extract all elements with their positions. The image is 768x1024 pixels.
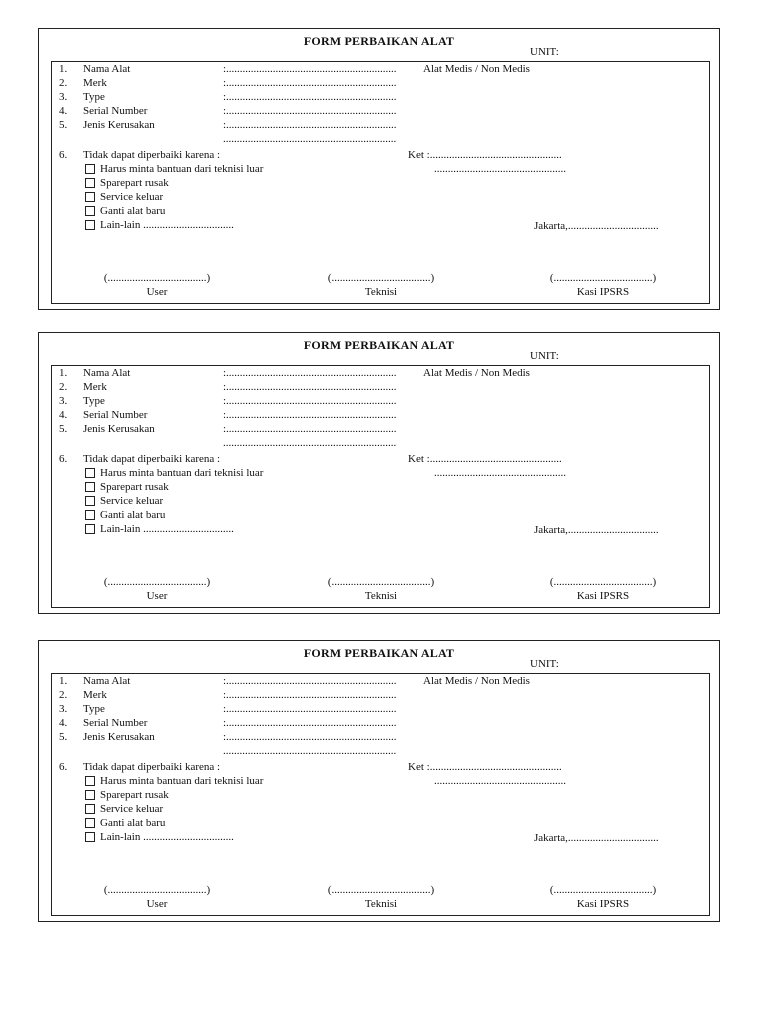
checkbox[interactable] (85, 468, 95, 478)
form-body (51, 61, 710, 304)
field-dots-extra[interactable]: ............................................................... (223, 133, 397, 145)
form-title: FORM PERBAIKAN ALAT (303, 646, 455, 660)
signature-blank[interactable]: (....................................) (103, 576, 211, 588)
checkbox[interactable] (85, 818, 95, 828)
signature-role: Kasi IPSRS (576, 898, 630, 910)
field-number: 2. (59, 689, 68, 701)
field-number: 5. (59, 119, 68, 131)
alat-type-option[interactable]: Alat Medis / Non Medis (423, 63, 530, 75)
field-label: Serial Number (83, 717, 148, 729)
checkbox-label: Sparepart rusak (100, 481, 169, 493)
ket-field[interactable]: Ket :................................................ (408, 453, 562, 465)
signature-blank[interactable]: (....................................) (327, 576, 435, 588)
checkbox-label: Harus minta bantuan dari teknisi luar (100, 467, 264, 479)
checkbox[interactable] (85, 164, 95, 174)
unit-label[interactable]: UNIT: (530, 658, 559, 670)
field-label: Merk (83, 77, 107, 89)
repair-form-1 (38, 28, 720, 310)
field-dots[interactable]: :.............................................................. (223, 675, 397, 687)
signature-role: Teknisi (364, 286, 398, 298)
field-dots[interactable]: :.............................................................. (223, 409, 397, 421)
field-number: 1. (59, 675, 68, 687)
signature-blank[interactable]: (....................................) (549, 884, 657, 896)
checkbox-label: Lain-lain ................................. (100, 219, 234, 231)
alat-type-option[interactable]: Alat Medis / Non Medis (423, 367, 530, 379)
checkbox[interactable] (85, 776, 95, 786)
ket-dots[interactable]: ................................................ (434, 163, 566, 175)
signature-role: User (146, 286, 168, 298)
item6-label: Tidak dapat diperbaiki karena : (83, 453, 221, 465)
signature-role: Teknisi (364, 898, 398, 910)
checkbox[interactable] (85, 790, 95, 800)
repair-form-3 (38, 640, 720, 922)
field-label: Jenis Kerusakan (83, 731, 155, 743)
checkbox-label: Harus minta bantuan dari teknisi luar (100, 163, 264, 175)
checkbox[interactable] (85, 482, 95, 492)
item6-label: Tidak dapat diperbaiki karena : (83, 149, 221, 161)
field-dots[interactable]: :.............................................................. (223, 689, 397, 701)
jakarta-date[interactable]: Jakarta,................................. (534, 220, 659, 232)
signature-blank[interactable]: (....................................) (103, 884, 211, 896)
checkbox[interactable] (85, 178, 95, 188)
field-dots[interactable]: :.............................................................. (223, 381, 397, 393)
field-label: Nama Alat (83, 367, 131, 379)
field-dots-extra[interactable]: ............................................................... (223, 437, 397, 449)
field-dots[interactable]: :.............................................................. (223, 63, 397, 75)
ket-dots[interactable]: ................................................ (434, 467, 566, 479)
unit-label[interactable]: UNIT: (530, 350, 559, 362)
field-number: 4. (59, 409, 68, 421)
field-dots[interactable]: :.............................................................. (223, 119, 397, 131)
signature-role: User (146, 898, 168, 910)
field-label: Nama Alat (83, 63, 131, 75)
checkbox[interactable] (85, 496, 95, 506)
field-dots-extra[interactable]: ............................................................... (223, 745, 397, 757)
field-number: 4. (59, 717, 68, 729)
signature-blank[interactable]: (....................................) (549, 272, 657, 284)
field-dots[interactable]: :.............................................................. (223, 77, 397, 89)
item6-number: 6. (59, 453, 68, 465)
checkbox-label: Service keluar (100, 495, 164, 507)
checkbox-label: Sparepart rusak (100, 177, 169, 189)
field-label: Serial Number (83, 105, 148, 117)
signature-role: Teknisi (364, 590, 398, 602)
repair-form-2 (38, 332, 720, 614)
item6-number: 6. (59, 761, 68, 773)
signature-blank[interactable]: (....................................) (327, 884, 435, 896)
field-label: Merk (83, 689, 107, 701)
item6-label: Tidak dapat diperbaiki karena : (83, 761, 221, 773)
field-label: Type (83, 703, 105, 715)
field-label: Jenis Kerusakan (83, 423, 155, 435)
field-dots[interactable]: :.............................................................. (223, 703, 397, 715)
field-number: 1. (59, 63, 68, 75)
form-title: FORM PERBAIKAN ALAT (303, 34, 455, 48)
signature-blank[interactable]: (....................................) (327, 272, 435, 284)
field-number: 1. (59, 367, 68, 379)
checkbox-label: Lain-lain ................................. (100, 523, 234, 535)
field-dots[interactable]: :.............................................................. (223, 395, 397, 407)
checkbox-label: Ganti alat baru (100, 509, 166, 521)
field-dots[interactable]: :.............................................................. (223, 731, 397, 743)
checkbox-label: Ganti alat baru (100, 817, 166, 829)
signature-role: Kasi IPSRS (576, 590, 630, 602)
checkbox[interactable] (85, 192, 95, 202)
ket-field[interactable]: Ket :................................................ (408, 149, 562, 161)
field-number: 3. (59, 395, 68, 407)
field-number: 5. (59, 731, 68, 743)
signature-blank[interactable]: (....................................) (549, 576, 657, 588)
signature-role: Kasi IPSRS (576, 286, 630, 298)
checkbox-label: Lain-lain ................................. (100, 831, 234, 843)
field-label: Type (83, 91, 105, 103)
checkbox[interactable] (85, 220, 95, 230)
unit-label[interactable]: UNIT: (530, 46, 559, 58)
checkbox[interactable] (85, 510, 95, 520)
field-dots[interactable]: :.............................................................. (223, 91, 397, 103)
field-number: 4. (59, 105, 68, 117)
field-number: 2. (59, 77, 68, 89)
signature-role: User (146, 590, 168, 602)
field-number: 3. (59, 91, 68, 103)
alat-type-option[interactable]: Alat Medis / Non Medis (423, 675, 530, 687)
field-dots[interactable]: :.............................................................. (223, 423, 397, 435)
jakarta-date[interactable]: Jakarta,................................. (534, 832, 659, 844)
item6-number: 6. (59, 149, 68, 161)
jakarta-date[interactable]: Jakarta,................................. (534, 524, 659, 536)
ket-field[interactable]: Ket :................................................ (408, 761, 562, 773)
checkbox-label: Service keluar (100, 191, 164, 203)
checkbox-label: Harus minta bantuan dari teknisi luar (100, 775, 264, 787)
field-label: Nama Alat (83, 675, 131, 687)
checkbox-label: Sparepart rusak (100, 789, 169, 801)
field-number: 2. (59, 381, 68, 393)
field-label: Merk (83, 381, 107, 393)
field-label: Serial Number (83, 409, 148, 421)
field-dots[interactable]: :.............................................................. (223, 105, 397, 117)
field-dots[interactable]: :.............................................................. (223, 367, 397, 379)
signature-blank[interactable]: (....................................) (103, 272, 211, 284)
checkbox[interactable] (85, 524, 95, 534)
checkbox-label: Ganti alat baru (100, 205, 166, 217)
field-label: Jenis Kerusakan (83, 119, 155, 131)
form-title: FORM PERBAIKAN ALAT (303, 338, 455, 352)
checkbox[interactable] (85, 804, 95, 814)
form-body (51, 673, 710, 916)
checkbox[interactable] (85, 206, 95, 216)
field-dots[interactable]: :.............................................................. (223, 717, 397, 729)
checkbox[interactable] (85, 832, 95, 842)
form-body (51, 365, 710, 608)
ket-dots[interactable]: ................................................ (434, 775, 566, 787)
field-label: Type (83, 395, 105, 407)
checkbox-label: Service keluar (100, 803, 164, 815)
field-number: 5. (59, 423, 68, 435)
field-number: 3. (59, 703, 68, 715)
